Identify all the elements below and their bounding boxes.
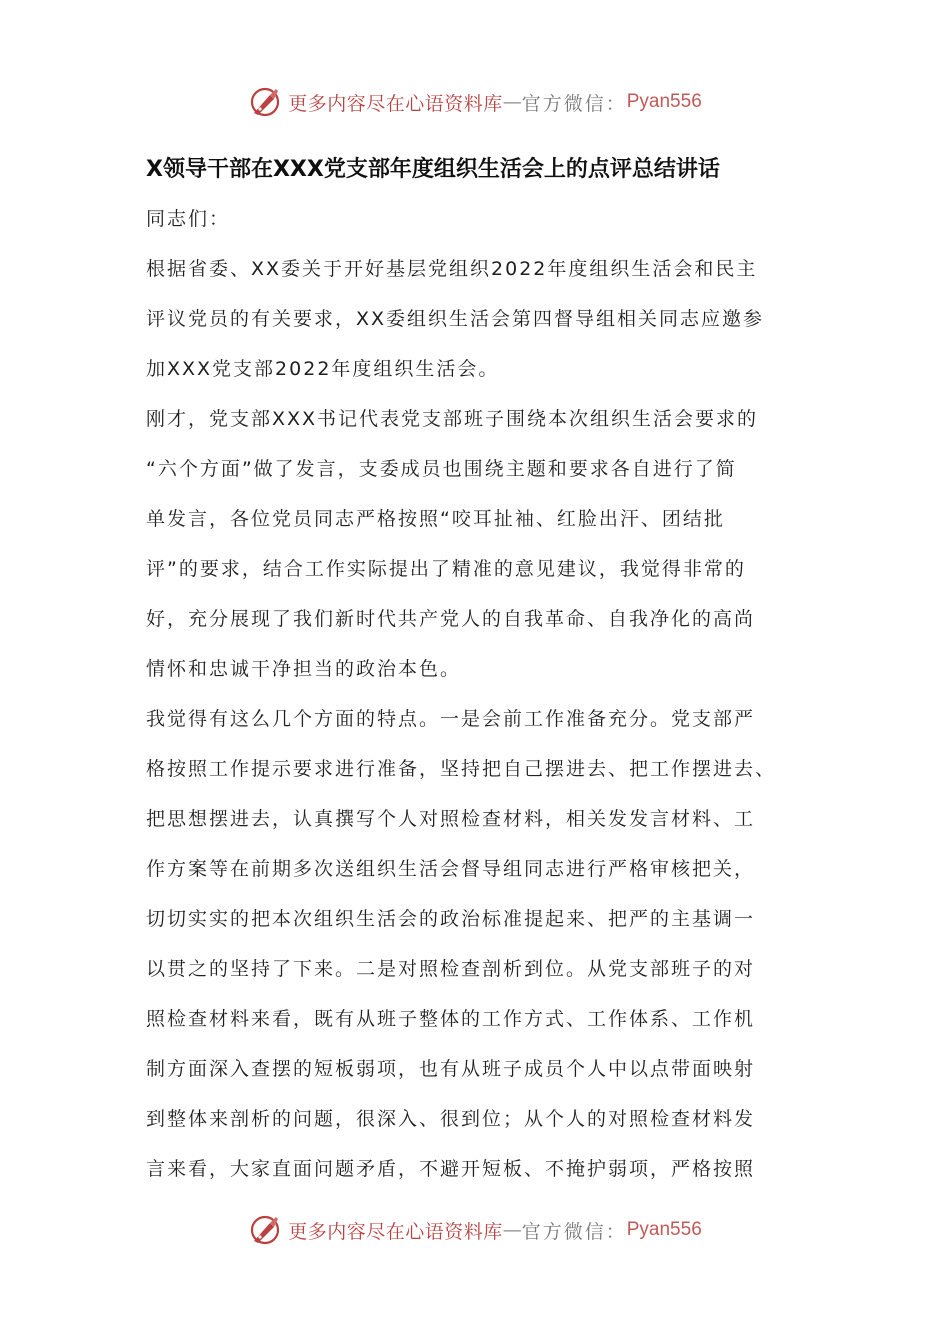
- banner-separator: —: [502, 1219, 522, 1241]
- paragraph-1: [146, 248, 808, 398]
- text-line: 照检查材料来看，既有从班子整体的工作方式、工作体系、工作机: [146, 1008, 756, 1030]
- footer-banner: [0, 1210, 950, 1250]
- text-line: 制方面深入查摆的短板弱项，也有从班子成员个人中以点带面映射: [146, 1058, 756, 1080]
- paragraph-2: [146, 398, 808, 698]
- text-line: 言来看，大家直面问题矛盾，不避开短板、不掩护弱项，严格按照: [146, 1158, 756, 1180]
- text-line: 评”的要求，结合工作实际提出了精准的意见建议，我觉得非常的: [146, 558, 746, 580]
- text-line: 加XXX党支部2022年度组织生活会。: [146, 358, 500, 380]
- document-body: [146, 198, 808, 1198]
- text-line: 根据省委、XX委关于开好基层党组织2022年度组织生活会和民主: [146, 258, 758, 280]
- banner-text: 更多内容尽在心语资料库: [288, 92, 503, 115]
- banner-wechat-id: Pyan556: [626, 91, 702, 112]
- text-line: 好，充分展现了我们新时代共产党人的自我革命、自我净化的高尚: [146, 608, 756, 630]
- text-line: 切切实实的把本次组织生活会的政治标准提起来、把严的主基调一: [146, 908, 756, 930]
- text-line: 作方案等在前期多次送组织生活会督导组同志进行严格审核把关，: [146, 858, 756, 880]
- text-line: 到整体来剖析的问题，很深入、很到位；从个人的对照检查材料发: [146, 1108, 756, 1130]
- banner-separator: —: [502, 91, 522, 113]
- text-line: 评议党员的有关要求，XX委组织生活会第四督导组相关同志应邀参: [146, 308, 765, 330]
- pen-nib-logo-icon: [248, 1213, 282, 1247]
- pen-nib-logo-icon: [248, 85, 282, 119]
- banner-wechat-id: Pyan556: [626, 1219, 702, 1240]
- banner-wechat-label: 官方微信：: [521, 1220, 627, 1243]
- text-line: 情怀和忠诚干净担当的政治本色。: [146, 658, 462, 680]
- banner-wechat-label: 官方微信：: [521, 92, 627, 115]
- text-line: 以贯之的坚持了下来。二是对照检查剖析到位。从党支部班子的对: [146, 958, 756, 980]
- header-banner: [0, 82, 950, 122]
- text-line: 我觉得有这么几个方面的特点。一是会前工作准备充分。党支部严: [146, 708, 756, 730]
- greeting: 同志们：: [146, 208, 231, 230]
- paragraph-3: [146, 698, 808, 1198]
- text-line: 格按照工作提示要求进行准备，坚持把自己摆进去、把工作摆进去、: [146, 758, 777, 780]
- document-title: X领导干部在XXX党支部年度组织生活会上的点评总结讲话: [146, 157, 720, 182]
- text-line: “六个方面”做了发言，支委成员也围绕主题和要求各自进行了简: [146, 458, 737, 480]
- text-line: 把思想摆进去，认真撰写个人对照检查材料，相关发发言材料、工: [146, 808, 756, 830]
- banner-text: 更多内容尽在心语资料库: [288, 1220, 503, 1243]
- text-line: 单发言，各位党员同志严格按照“咬耳扯袖、红脸出汗、团结批: [146, 508, 725, 530]
- text-line: 刚才，党支部XXX书记代表党支部班子围绕本次组织生活会要求的: [146, 408, 759, 430]
